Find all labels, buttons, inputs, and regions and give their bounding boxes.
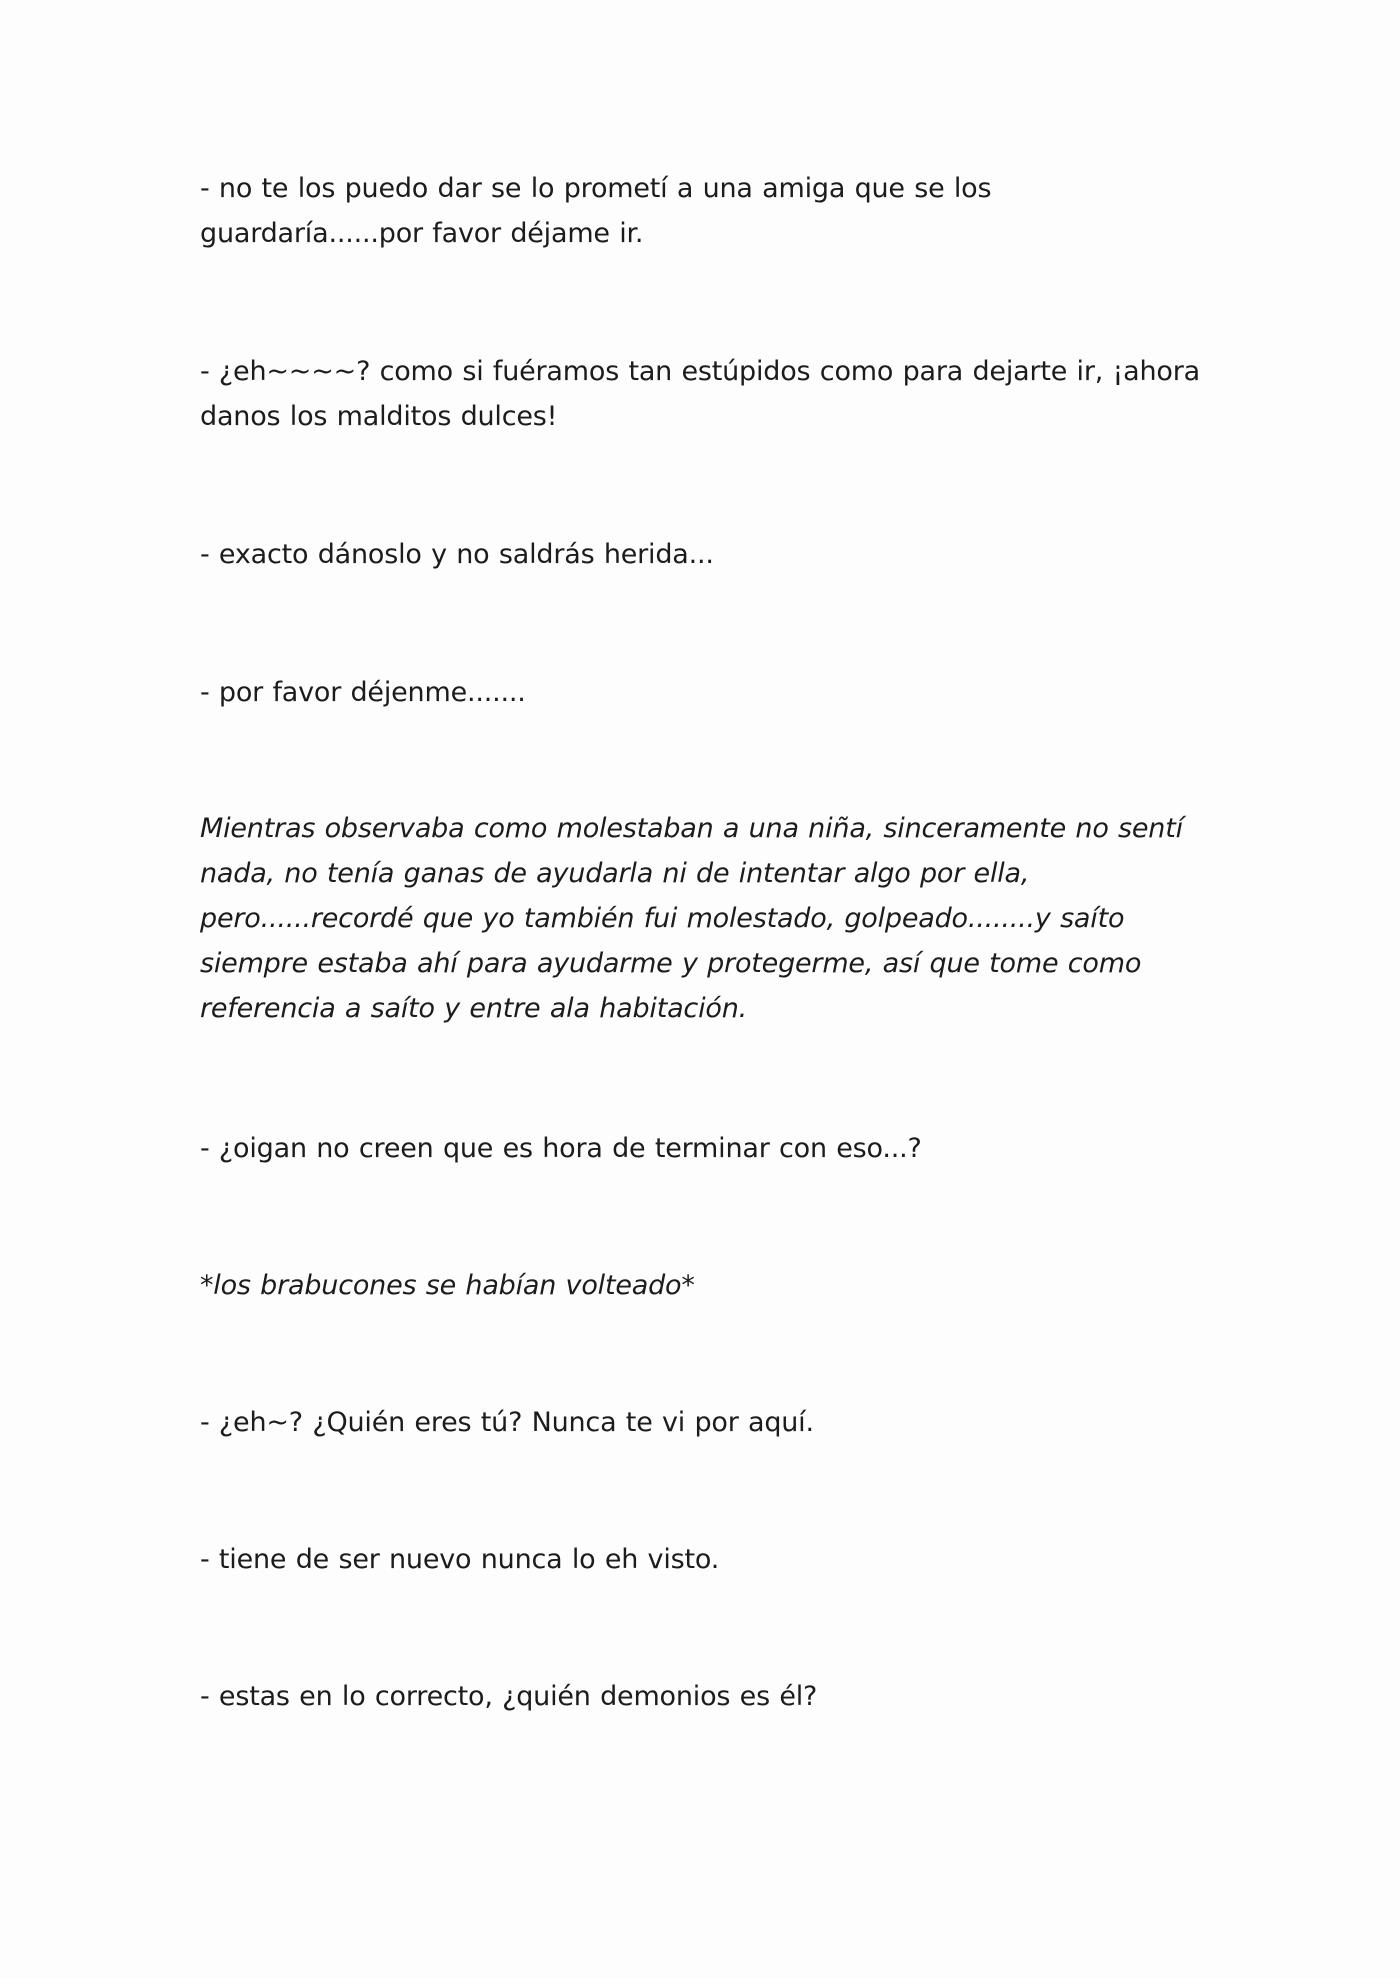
stage-direction: *los brabucones se habían volteado* <box>200 1270 695 1301</box>
dialogue-line: - ¿oigan no creen que es hora de terminar con eso...? <box>200 1133 922 1164</box>
dialogue-line: - exacto dánoslo y no saldrás herida... <box>200 539 714 570</box>
dialogue-line: - por favor déjenme....... <box>200 677 526 708</box>
dialogue-line: - estas en lo correcto, ¿quién demonios es él? <box>200 1681 818 1712</box>
narration-paragraph: Mientras observaba como molestaban a una niña, sinceramente no sentí nada, no tenía ganas de ayudarla ni de intentar algo por ella, pero......recordé que yo también fui molestado, golpeado........y saíto siempre estaba ahí para ayudarme y protegerme, así que tome como referencia a saíto y entre ala habitación. <box>200 813 1183 1024</box>
dialogue-line: - ¿eh~? ¿Quién eres tú? Nunca te vi por aquí. <box>200 1407 814 1438</box>
dialogue-line: - ¿eh~~~~? como si fuéramos tan estúpidos como para dejarte ir, ¡ahora danos los malditos dulces! <box>200 356 1200 432</box>
dialogue-line: - no te los puedo dar se lo prometí a una amiga que se los guardaría......por favor déjame ir. <box>200 173 992 249</box>
dialogue-line: - tiene de ser nuevo nunca lo eh visto. <box>200 1544 720 1575</box>
